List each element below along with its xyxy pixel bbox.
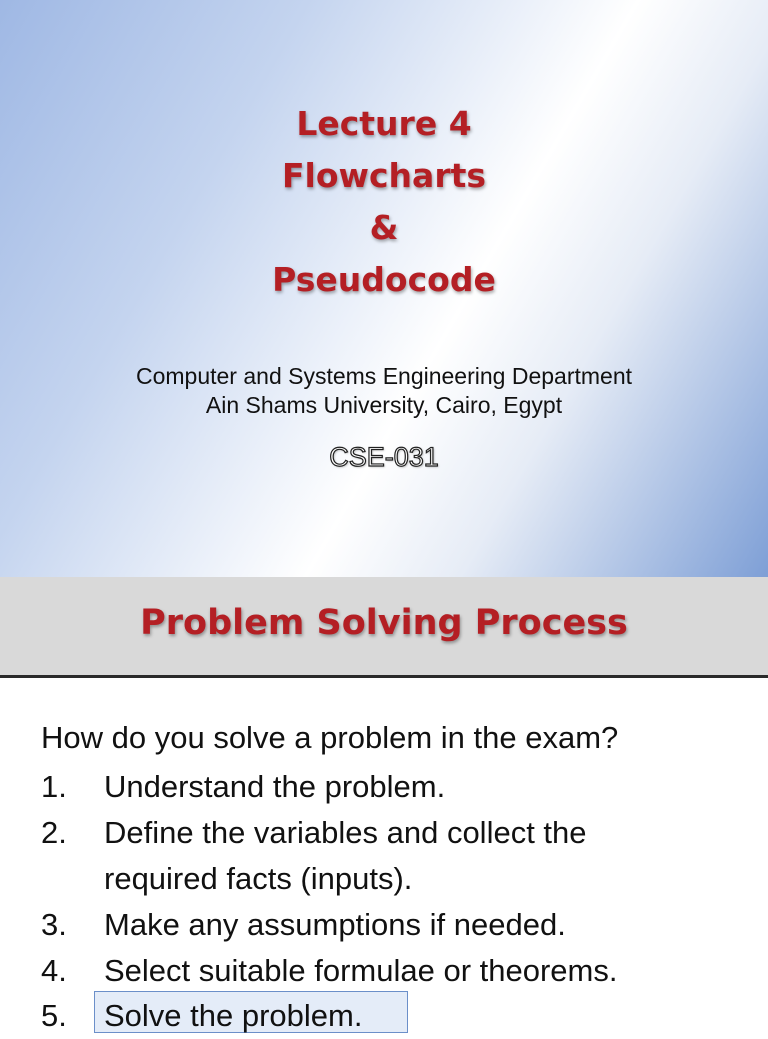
department-name: Computer and Systems Engineering Department — [135, 363, 633, 389]
title-line-3: & — [369, 208, 399, 247]
slide-title: Problem Solving Process — [140, 603, 628, 643]
affiliation — [0, 362, 768, 420]
step-text: Solve the problem. — [104, 998, 363, 1033]
step-number: 1. — [41, 769, 67, 804]
title-line-4: Pseudocode — [272, 260, 496, 299]
lecture-title — [0, 98, 768, 306]
step-number: 2. — [41, 815, 67, 850]
title-line-1: Lecture 4 — [296, 104, 472, 143]
title-line-2: Flowcharts — [281, 156, 487, 195]
university-name: Ain Shams University, Cairo, Egypt — [205, 392, 563, 418]
step-number: 5. — [41, 998, 67, 1033]
step-text: Make any assumptions if needed. — [104, 907, 566, 942]
course-code: CSE-031 — [329, 442, 439, 472]
intro-question: How do you solve a problem in the exam? — [41, 720, 619, 755]
step-number: 3. — [41, 907, 67, 942]
step-text: Understand the problem. — [104, 769, 446, 804]
step-text: Select suitable formulae or theorems. — [104, 953, 618, 988]
step-text: Define the variables and collect the required facts (inputs). — [104, 815, 587, 896]
step-number: 4. — [41, 953, 67, 988]
